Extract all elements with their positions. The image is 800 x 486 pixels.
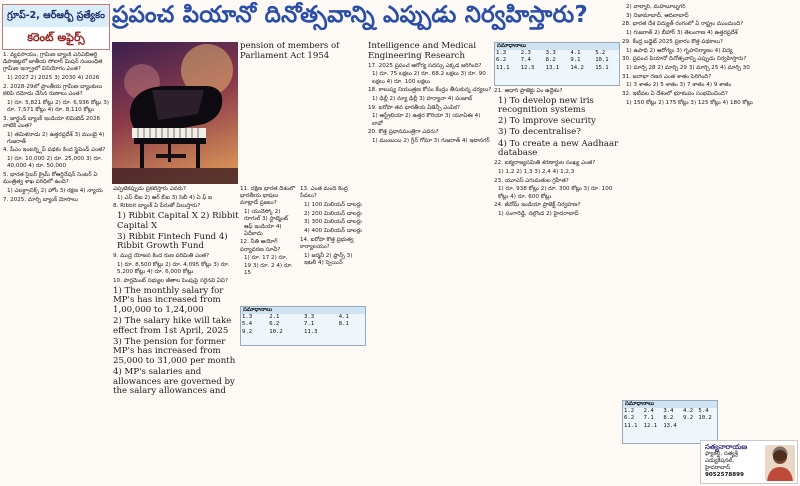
question-option: 3) నిజామాబాద్, ఆదిలాబాద్ (626, 12, 689, 19)
answer: 3.3 (545, 50, 556, 57)
answer: 13.1 (545, 64, 560, 71)
answer: 1.3 (496, 50, 507, 57)
question-text: 30. ప్రపంచ పియానో దినోత్సవాన్ని ఎప్పుడు నిర్వహిస్తారు? (622, 56, 747, 63)
answer: 10.1 (595, 57, 609, 64)
answers-box (494, 42, 620, 86)
question-option: 4) 400 మిలియన్ డాలర్లు (304, 228, 362, 235)
answers-heading: సమాధానాలు (495, 43, 619, 50)
answer: 2.1 (269, 314, 280, 321)
answer: 13.4 (663, 422, 677, 429)
question-options: 1) ముంబయి 2) గ్రీన్ గోమా 3) గుజరాత్ 4) ఇటానగర్ (372, 138, 490, 145)
question-text: 28. భారత దేశ విద్యుత్ రంగంలో ఏ రాష్ట్రం ముందుంది? (622, 21, 744, 28)
question-options: 1) రూ. 10,000 2) రూ. 25,000 3) రూ. 40,000 4) రూ. 50,000 (7, 156, 103, 170)
section-category: గ్రూప్-2, ఆర్ఆర్బీ ప్రత్యేకం (3, 5, 109, 27)
answer: 12.1 (643, 422, 658, 429)
answer: 1.2 (624, 408, 635, 415)
answer: 7.4 (520, 57, 531, 64)
answers-heading: సమాధానాలు (241, 307, 365, 314)
question-options: 1) గుజరాత్ 2) బీహార్ 3) తెలంగాణ 4) ఉత్తరప్రదేశ్ (626, 30, 738, 37)
question-text: 22. ఐక్యరాజ్యసమితి శరణార్థుల సంఖ్య ఎంత? (494, 160, 596, 167)
answer: 4.1 (570, 50, 581, 57)
question-options: 1) 2027 2) 2025 3) 2030 4) 2026 (7, 75, 100, 82)
answer: 2.4 (643, 408, 654, 415)
question-options: 1) మార్చి 28 2) మార్చి 29 3) మార్చి 25 4) మార్చి 30 (626, 64, 750, 71)
question-options: 1) రూ. 8,500 కోట్లు 2) రూ. 4,095 కోట్లు 3) రూ. 5,200 కోట్లు 4) రూ. 6,000 కోట్లు (117, 262, 230, 276)
question-option: 2) To improve security (498, 116, 596, 127)
question-options: 3) Ribbit Fintech Fund 4) Ribbit Growth Fund (117, 231, 228, 252)
question-text: 24. జీనోమ్ ఇండియా ప్రాజెక్ట్ నిర్వహణ? (494, 202, 581, 209)
grand-piano-icon (112, 42, 238, 184)
author-name: సత్యనారాయణ (705, 443, 748, 451)
answer: 5.2 (595, 50, 606, 57)
answers-heading: సమాధానాలు (623, 401, 717, 408)
question-text: 3. జార్ఖండ్ బ్యాంక్ ఇండియా లిమిటెడ్ 2026 నాటికి ఎంత? (3, 115, 101, 129)
question-options: 1) రూ. 75 లక్షలు 2) రూ. 68.2 లక్షలు 3) రూ. 90 లక్షలు 4) రూ. 100 లక్షలు (372, 71, 486, 85)
answer: 3.4 (663, 408, 674, 415)
answer: 6.2 (496, 57, 507, 64)
question-text: 4. పీఎం ఇంటర్న్షిప్ పథకం కింద స్టైపెండ్ ఎంత? (3, 147, 106, 154)
question-options: 1) 1,2 2) 1,3 3) 2,4 4) 1,2,3 (498, 168, 575, 175)
question-options: 1) 3 శాతం 2) 5 శాతం 3) 7 శాతం 4) 9 శాతం (626, 82, 732, 89)
answer: 9.2 (682, 415, 694, 422)
question-text: 21. ఆధార్ ప్రాజెక్టు ఏం ఉద్దేశం? (494, 88, 563, 94)
question-text: ఎప్పటికప్పుడు ప్రకటిస్తారు ఎవరు? (113, 186, 186, 192)
question-text: 7. 2025, మార్చి బ్యాంక్ మోసాలు (3, 196, 79, 203)
question-text: 1. వ్యవసాయం, గ్రామీణ బ్యాంక్ ఎన్ఏబీఆర్డీ డిపాజిట్లలో జాతీయ సోలార్ మిషన్ సంబంధిత గ్రామీణ ఇన్ఫ్రాలో వినియోగం ఎంత? (3, 52, 103, 73)
answer: 9.1 (570, 57, 581, 64)
question-option: 3) To decentralise? (498, 127, 581, 138)
answer: 5.4 (698, 408, 709, 415)
author-role: ఫ్యాకల్టీ, సత్యశ్రీ (705, 451, 738, 457)
column-2 (113, 186, 239, 484)
question-options: 1) ఉపాధి 2) ఆరోగ్యం 3) గృహనిర్మాణం 4) విద్య (626, 47, 733, 54)
section-label-box (2, 4, 110, 50)
answer: 12.3 (520, 64, 535, 71)
answer: 15.1 (595, 64, 609, 71)
column-1 (3, 52, 109, 484)
answer: 5.4 (242, 321, 253, 328)
question-options: 1) రూ. 5,821 కోట్లు 2) రూ. 6,936 కోట్లు 3) రూ. 7,571 కోట్లు 4) రూ. 8,110 కోట్లు (7, 99, 109, 113)
answers-box (622, 400, 718, 444)
answer: 3.3 (303, 314, 315, 321)
avatar (765, 445, 795, 481)
statement-continued: pension of members of Parliament Act 1954 (240, 42, 340, 61)
question-options: 1) తమిళనాడు 2) ఉత్తరప్రదేశ్ 3) ముంబై 4) గుజరాత్ (7, 131, 105, 145)
question-options: 1) ఆస్ట్రేలియా 2) ఉత్తర కొరియా 3) యూఏఈ 4) లావో (372, 113, 481, 127)
question-text: 11. దక్షిణ భారత దేశంలో భారతీయ భాషలు మాట్లాడే ప్రజలు? (240, 186, 296, 207)
answer: 8.2 (663, 415, 674, 422)
piano-image (112, 42, 238, 184)
answers-table (241, 314, 365, 336)
answer: 8.1 (338, 321, 349, 328)
column-4 (368, 42, 492, 484)
question-text: 8. Ribbit బ్యాంక్ ఏ పేరుతో పిలుస్తారు? (113, 203, 201, 210)
column-5 (494, 88, 620, 484)
question-text: 13. ఎంత మంది కేంద్ర సేవలు? (300, 186, 348, 200)
question-options: 1) 150 కోట్లు 2) 175 కోట్లు 3) 125 కోట్లు 4) 180 కోట్లు (626, 99, 753, 106)
question-text: 31. జనాభా గణన ఎంత శాతం పెరిగింది? (622, 73, 712, 80)
answer: 4.1 (338, 314, 349, 321)
answers-table (623, 408, 717, 430)
answer: 7.1 (643, 415, 654, 422)
answer: 11.1 (624, 422, 638, 429)
answer: 1.3 (242, 314, 253, 321)
answer: 11.3 (303, 328, 318, 335)
answer: 2.3 (520, 50, 531, 57)
question-option: 2) వాల్మార్, మహబూబ్నగర్ (626, 4, 686, 10)
question-options: 1) యునెస్కో 2) గూగుల్ 3) స్టాట్మెంట్ ఆఫ్ ఇండియా 4) ఏదీకాదు (244, 209, 289, 237)
page-headline: ప్రపంచ పియానో దినోత్సవాన్ని ఎప్పుడు నిర్వహిస్తారు? (112, 2, 588, 28)
question-text: 29. కేంద్ర బడ్జెట్ 2025 ప్రకారం కొత్త పథకాలు? (622, 38, 724, 45)
question-options: 1) రూ. 17 2) రూ. 19 3) రూ. 2 4) రూ. 15 (244, 255, 293, 276)
question-option: 2) 200 మిలియన్ డాలర్లు (304, 210, 362, 217)
question-text: 2. 2028-29లో ప్రాంతీయ గ్రామీణ బ్యాంకులు కలిపి నమోదు చేసిన రుణాలు ఎంత? (3, 83, 103, 98)
question-text: 5. భారత సైబర్ క్రైమ్ కోఆర్డినేషన్ సెంటర్ ఏ మంత్రిత్వ శాఖ పరిధిలో ఉంది? (3, 172, 98, 186)
answer: 7.1 (303, 321, 315, 328)
answer: 10.2 (698, 415, 712, 422)
column-6 (622, 4, 798, 400)
statement-1: 1) The monthly salary for MP's has increased from 1,00,000 to 1,24,000 (113, 285, 224, 315)
answer: 9.2 (242, 328, 253, 335)
question-options: 1) ఢిల్లీ 2) న్యూ ఢిల్లీ 3) హర్యానా 4) పంజాబ్ (372, 96, 473, 102)
question-options: 1) రూ. 938 కోట్లు 2) రూ. 300 కోట్లు 3) రూ. 100 కోట్లు 4) రూ. 600 కోట్లు (498, 186, 613, 200)
answer: 6.2 (269, 321, 280, 328)
question-options: 1) Ribbit Capital X 2) Ribbit Capital X (117, 211, 239, 231)
question-options: 1) ఎలక్ట్రానిక్స్ 2) హోం 3) రక్షణ 4) న్యాయ (7, 187, 103, 194)
question-option: 4) To create a new Aadhaar database (498, 138, 619, 159)
question-option: 3) 300 మిలియన్ డాలర్లు (304, 219, 362, 226)
statement-2: 2) The salary hike will take effect from 1st April, 2025 (113, 316, 232, 336)
question-option: 1) 100 మిలియన్ డాలర్లు (304, 201, 362, 208)
question-text: 17. 2025 ప్రపంచ ఆరోగ్య సదస్సు ఎక్కడ జరిగింది? (368, 62, 482, 69)
question-text: 23. యూఎస్ ఎగుమతుల గ్రహీత? (494, 177, 569, 184)
question-options: 1) సంగారెడ్డి, నల్గొండ 2) హైదరాబాద్ (498, 210, 579, 217)
question-options: 1) ఎస్ బీఐ 2) ఆర్ బీఐ 3) సెబీ 4) ఏ ఫ్ ఐ (117, 194, 213, 201)
question-text: 12. నీతి ఆయోగ్ పర్యావరణ సూచీ? (240, 239, 281, 253)
question-option: 1) To develop new iris recognition systems (498, 95, 594, 116)
author-institute: ఎడ్యుకేషనల్, హైదరాబాద్ (705, 458, 735, 471)
question-text: 10. పార్లమెంట్ సభ్యుల జీతాల పెంపుపై సరైనవి ఏవి? (113, 278, 228, 285)
question-text: 9. ముద్ర యోజన కింద రుణ పరిమితి ఎంత? (113, 253, 210, 260)
statement-3: 3) The pension for former MP's has increased from 25,000 to 31,000 per month (113, 336, 236, 366)
answers-table (495, 50, 619, 72)
person-icon (765, 445, 795, 481)
author-phone: 9052578899 (705, 472, 744, 478)
answer: 8.2 (545, 57, 556, 64)
question-text: 20. కొత్త ప్రధానమంత్రిగా ఎవరు? (368, 129, 439, 136)
question-options: 1) జర్మనీ 2) ఫ్రాన్స్ 3) ఇటలీ 4) స్పెయిన్ (304, 252, 353, 266)
question-text: 19. ఐరోపా తన భారతీయ ఏజెన్సీ ఎంపిక? (368, 104, 460, 111)
answer: 14.2 (570, 64, 584, 71)
answer: 11.1 (496, 64, 510, 71)
answer: 6.2 (624, 415, 635, 422)
statement-continued: Intelligence and Medical Engineering Research (368, 42, 477, 61)
question-text: 14. ఐరోపా కొత్త ప్రభుత్వ కార్యాలయం? (300, 236, 354, 250)
author-card (700, 440, 798, 484)
question-text: 18. కాలుష్య నియంత్రణ కోసం కేంద్రం తీసుకున్న చర్యలు? (368, 87, 492, 94)
question-text: 32. ఇటీవల ఏ దేశంలో భూకంపం సంభవించింది? (622, 91, 728, 98)
column-2-top (240, 42, 366, 186)
answer: 4.2 (682, 408, 694, 415)
answer: 10.2 (269, 328, 283, 335)
section-title: కరెంట్ అఫైర్స్ (27, 31, 85, 44)
statement-4: 4) MP's salaries and allowances are governed by the salary allowances and (113, 367, 235, 397)
answers-box (240, 306, 366, 346)
